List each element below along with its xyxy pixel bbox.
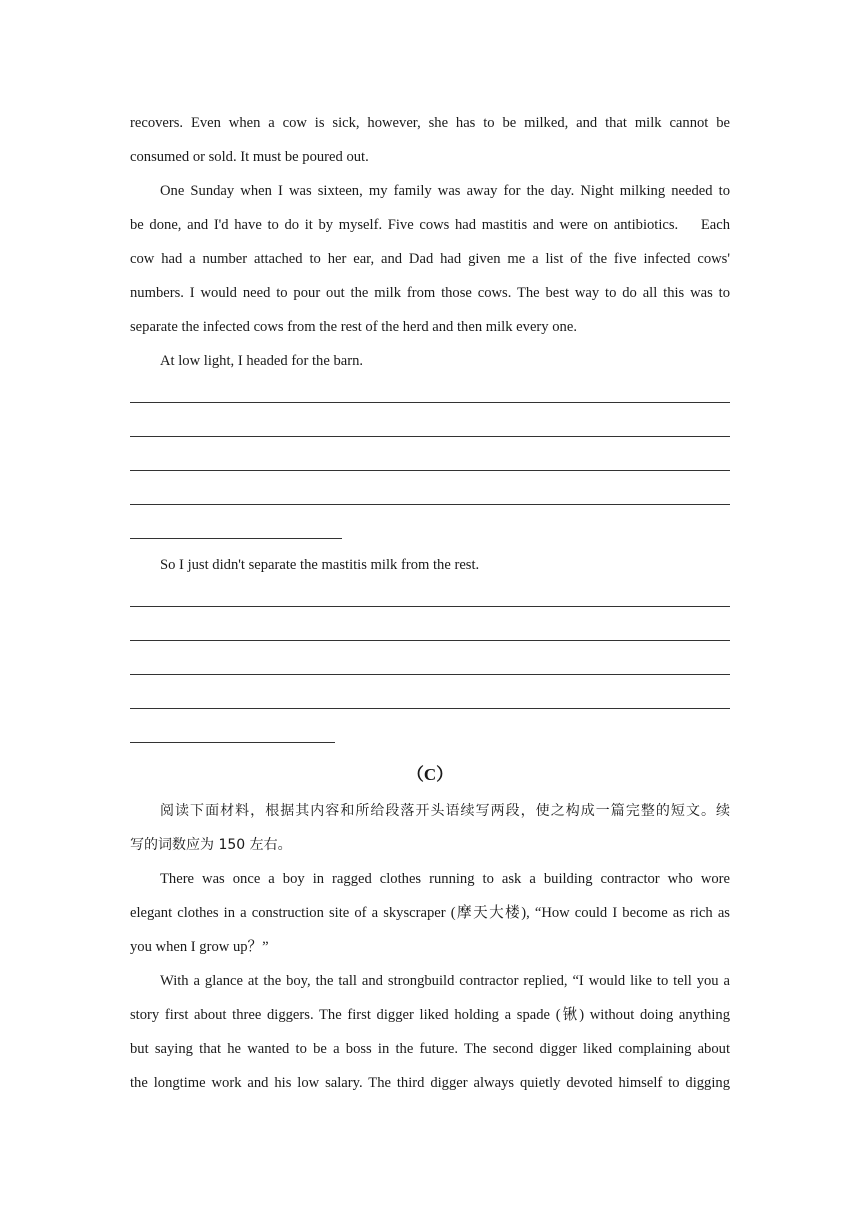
passage-b-paragraph-1-line-3: cow had a number attached to her ear, and Dad had given me a list of the five infected cows' xyxy=(130,251,730,267)
section-c-paragraph-2-line-4: the longtime work and his low salary. The third digger always quietly devoted himself to digging xyxy=(130,1075,730,1091)
section-c-instruction-line-2: 写的词数应为 150 左右。 xyxy=(130,837,292,853)
writing-line xyxy=(130,480,730,514)
passage-b-paragraph-1-line-5: separate the infected cows from the rest of the herd and then milk every one. xyxy=(130,319,577,335)
writing-line xyxy=(130,684,730,718)
writing-line xyxy=(130,378,730,412)
writing-line xyxy=(130,446,730,480)
section-c-paragraph-1-line-1: There was once a boy in ragged clothes running to ask a building contractor who wore xyxy=(160,871,730,887)
writing-line xyxy=(130,616,730,650)
section-c-paragraph-2-line-3: but saying that he wanted to be a boss in the future. The second digger liked complaining about xyxy=(130,1041,730,1057)
section-c-paragraph-2-line-1: With a glance at the boy, the tall and strongbuild contractor replied, “I would like to tell you a xyxy=(160,973,730,989)
passage-b-paragraph-0-line-1: recovers. Even when a cow is sick, however, she has to be milked, and that milk cannot be xyxy=(130,115,730,131)
passage-b-paragraph-1-line-4: numbers. I would need to pour out the milk from those cows. The best way to do all this was to xyxy=(130,285,730,301)
passage-b-paragraph-0-line-2: consumed or sold. It must be poured out. xyxy=(130,149,369,165)
passage-b-paragraph-1-line-2: be done, and I'd have to do it by myself. Five cows had mastitis and were on antibiotics. Each xyxy=(130,217,730,233)
section-c-paragraph-1-line-3: you when I grow up？” xyxy=(130,939,269,955)
section-c-instruction-line-1: 阅读下面材料，根据其内容和所给段落开头语续写两段，使之构成一篇完整的短文。续 xyxy=(160,803,730,819)
section-c-paragraph-1-line-2: elegant clothes in a construction site of a skyscraper (摩天大楼), “How could I become as rich as xyxy=(130,905,730,921)
continuation-prompt-1: At low light, I headed for the barn. xyxy=(160,353,364,369)
writing-line xyxy=(130,412,730,446)
passage-b-paragraph-1-line-1: One Sunday when I was sixteen, my family was away for the day. Night milking needed to xyxy=(160,183,730,199)
writing-line xyxy=(130,650,730,684)
continuation-prompt-2: So I just didn't separate the mastitis milk from the rest. xyxy=(160,557,480,573)
document-page xyxy=(130,106,730,1100)
writing-line-short xyxy=(130,514,730,548)
writing-line xyxy=(130,582,730,616)
writing-line-short xyxy=(130,718,730,752)
section-c-paragraph-2-line-2: story first about three diggers. The first digger liked holding a spade (锹) without doing anything xyxy=(130,1007,730,1023)
section-c-title: （C） xyxy=(406,765,454,784)
